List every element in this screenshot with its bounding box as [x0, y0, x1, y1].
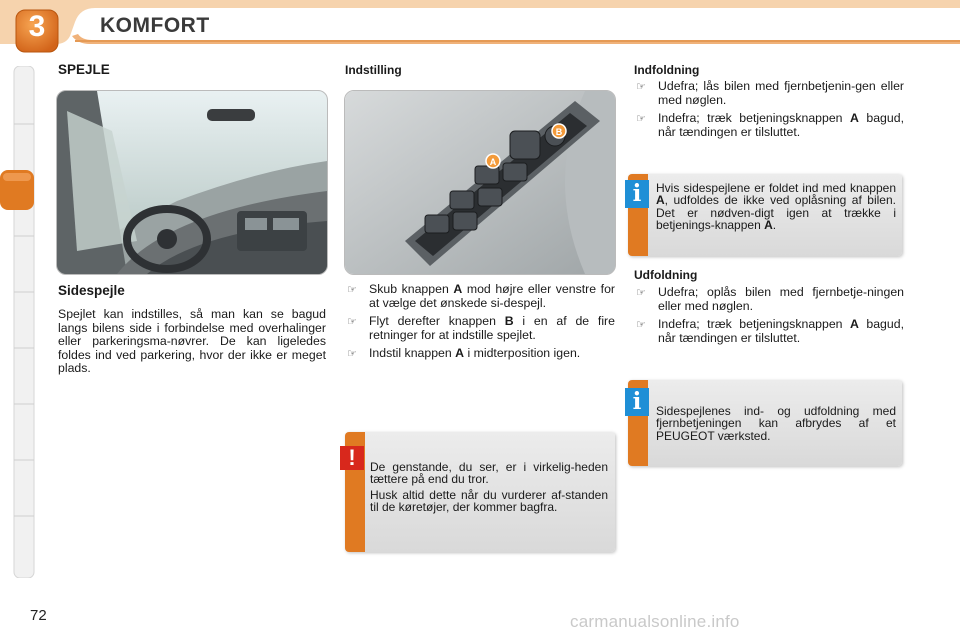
pointing-hand-icon: ☞ [347, 283, 357, 296]
list-item: ☞ Indefra; træk betjeningsknappen A bagud, når tændingen er tilsluttet. [636, 317, 904, 345]
chapter-number: 3 [28, 10, 46, 43]
pointing-hand-icon: ☞ [347, 347, 357, 361]
info-icon: i [625, 388, 649, 416]
watermark: carmanualsonline.info [570, 612, 740, 631]
udfoldning-list [634, 286, 904, 350]
list-item: ☞ Skub knappen A mod højre eller venstre for at vælge det ønskede si-despejl. [347, 282, 616, 310]
callout-b: B [555, 127, 563, 137]
indfoldning-list [634, 80, 904, 144]
page-number: 72 [30, 607, 47, 624]
indstilling-list [345, 283, 615, 366]
warning-text-1: De genstande, du ser, er i virkelig-heden tættere på end du tror. [370, 460, 608, 487]
chapter-side-tabs[interactable] [0, 66, 38, 578]
section-title: SPEJLE [58, 62, 110, 77]
car-interior-photo [56, 90, 328, 275]
warning-icon: ! [340, 446, 364, 470]
list-item: ☞ Indefra; træk betjeningsknappen A bagud, når tændingen er tilsluttet. [636, 111, 904, 139]
warning-text-2: Husk altid dette når du vurderer af-standen til de køretøjer, der kommer bagfra. [370, 488, 608, 515]
list-item: ☞ Udefra; lås bilen med fjernbetjenin-gen eller med nøglen. [636, 79, 904, 107]
subtitle-indfoldning: Indfoldning [634, 63, 700, 77]
subtitle-sidespejle: Sidespejle [58, 283, 125, 298]
subtitle-indstilling: Indstilling [345, 63, 402, 77]
list-item: ☞ Indstil knappen A i midterposition igen. [347, 346, 581, 361]
mirror-control-photo [344, 90, 616, 275]
callout-a: A [489, 157, 497, 167]
pointing-hand-icon: ☞ [636, 80, 646, 93]
pointing-hand-icon: ☞ [636, 112, 646, 126]
page-title: KOMFORT [100, 14, 210, 37]
pointing-hand-icon: ☞ [636, 286, 646, 299]
list-item: ☞ Flyt derefter knappen B i en af de fire retninger for at indstille spejlet. [347, 314, 615, 342]
info-text-2: Sidespejlenes ind- og udfoldning med fjernbetjeningen kan afbrydes af et PEUGEOT værksted. [656, 404, 896, 443]
info-icon: i [625, 180, 649, 208]
subtitle-udfoldning: Udfoldning [634, 268, 698, 282]
pointing-hand-icon: ☞ [636, 318, 646, 332]
intro-paragraph: Spejlet kan indstilles, så man kan se bagud langs bilens side i forbindelse med overhalinger eller parkeringsma-nøvrer. De kan ligeledes foldes ind ved parkering, hvor der ikke er meget plads. [58, 307, 326, 376]
pointing-hand-icon: ☞ [347, 315, 357, 329]
info-text-1: Hvis sidespejlene er foldet ind med knappen A, udfoldes de ikke ved oplåsning af bilen. Det er nødven-digt igen at trække i betjenings-knappen A. [656, 181, 896, 233]
list-item: ☞ Udefra; oplås bilen med fjernbetje-ningen eller med nøglen. [636, 285, 904, 313]
